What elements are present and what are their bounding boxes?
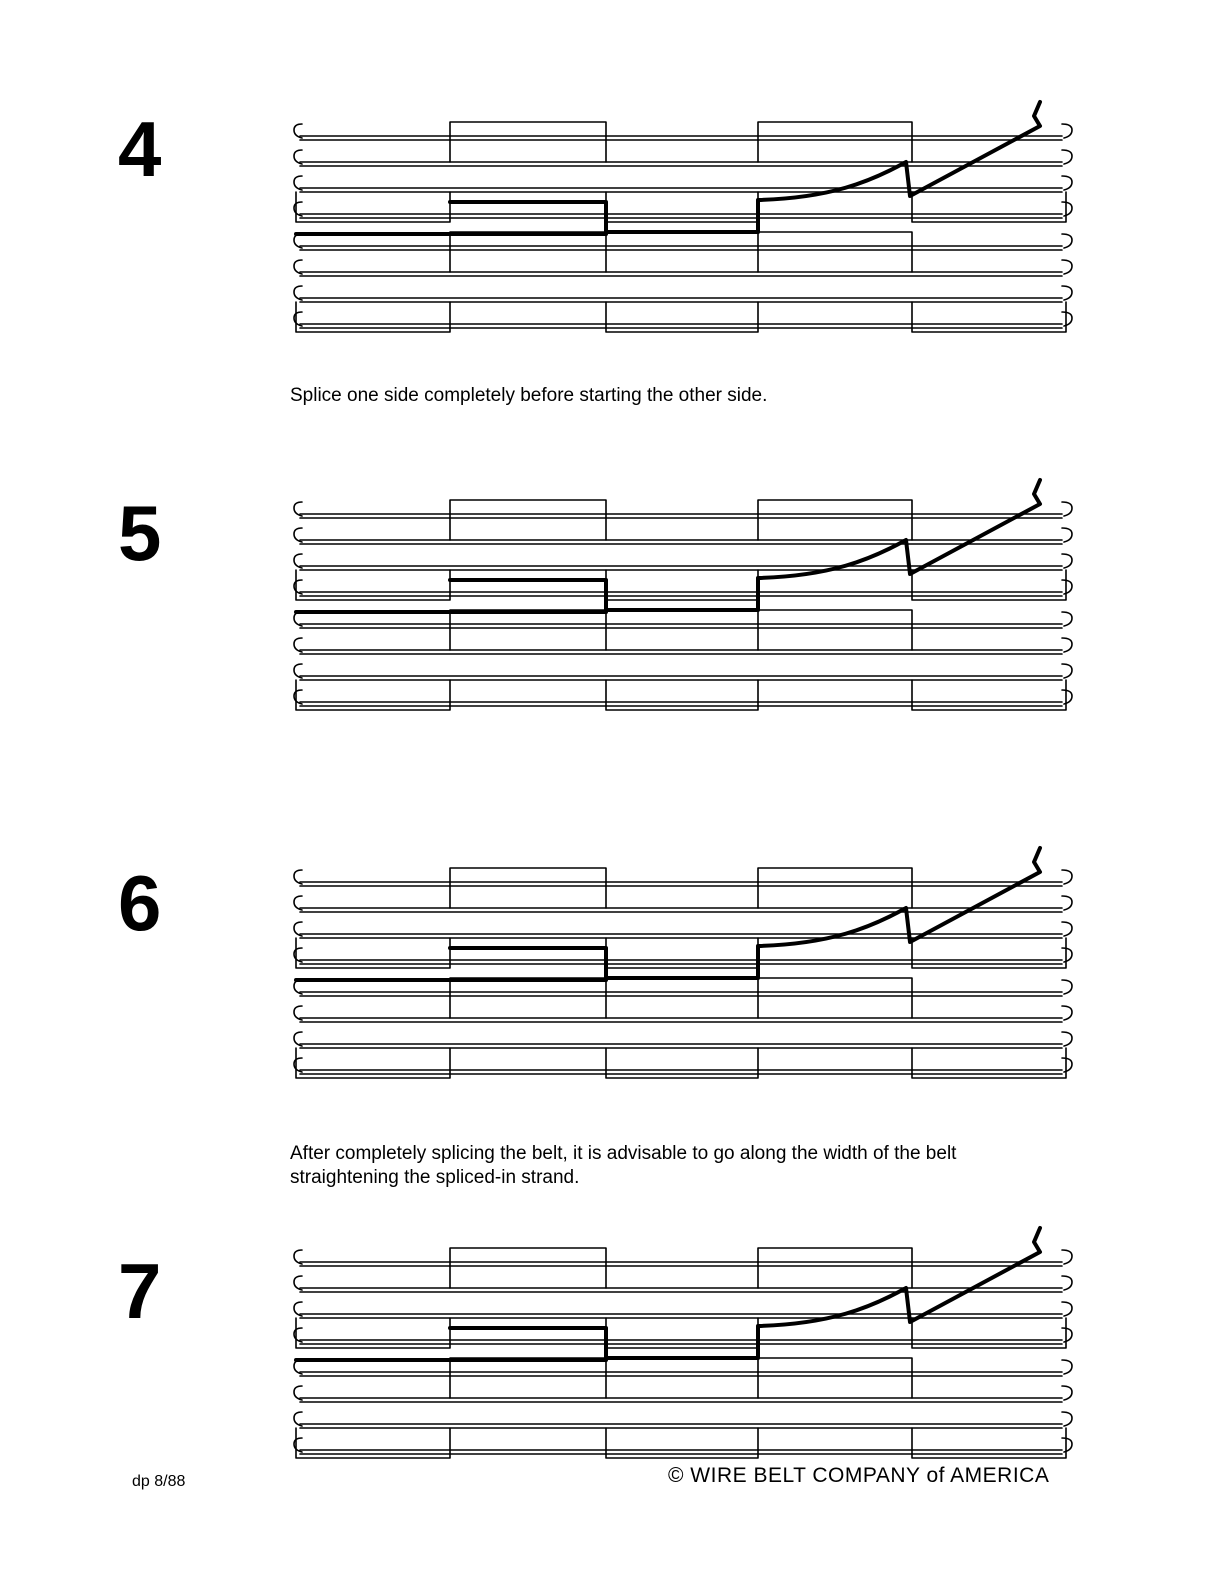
diagram-step-5 [294, 480, 1072, 710]
diagram-step-7 [294, 1228, 1072, 1458]
date-code: dp 8/88 [132, 1473, 186, 1490]
caption-straighten-line-2: straightening the spliced-in strand. [290, 1167, 580, 1188]
step-number-4: 4 [118, 105, 162, 193]
step-number-7: 7 [118, 1247, 162, 1335]
caption-straighten-line-1: After completely splicing the belt, it is advisable to go along the width of the belt [290, 1143, 957, 1164]
diagram-step-6 [294, 848, 1072, 1078]
caption-splice-one-side: Splice one side completely before starting the other side. [290, 385, 768, 406]
diagram-step-4 [294, 102, 1072, 332]
step-number-6: 6 [118, 859, 162, 947]
step-number-5: 5 [118, 489, 162, 577]
copyright-notice: © WIRE BELT COMPANY of AMERICA [668, 1464, 1050, 1487]
